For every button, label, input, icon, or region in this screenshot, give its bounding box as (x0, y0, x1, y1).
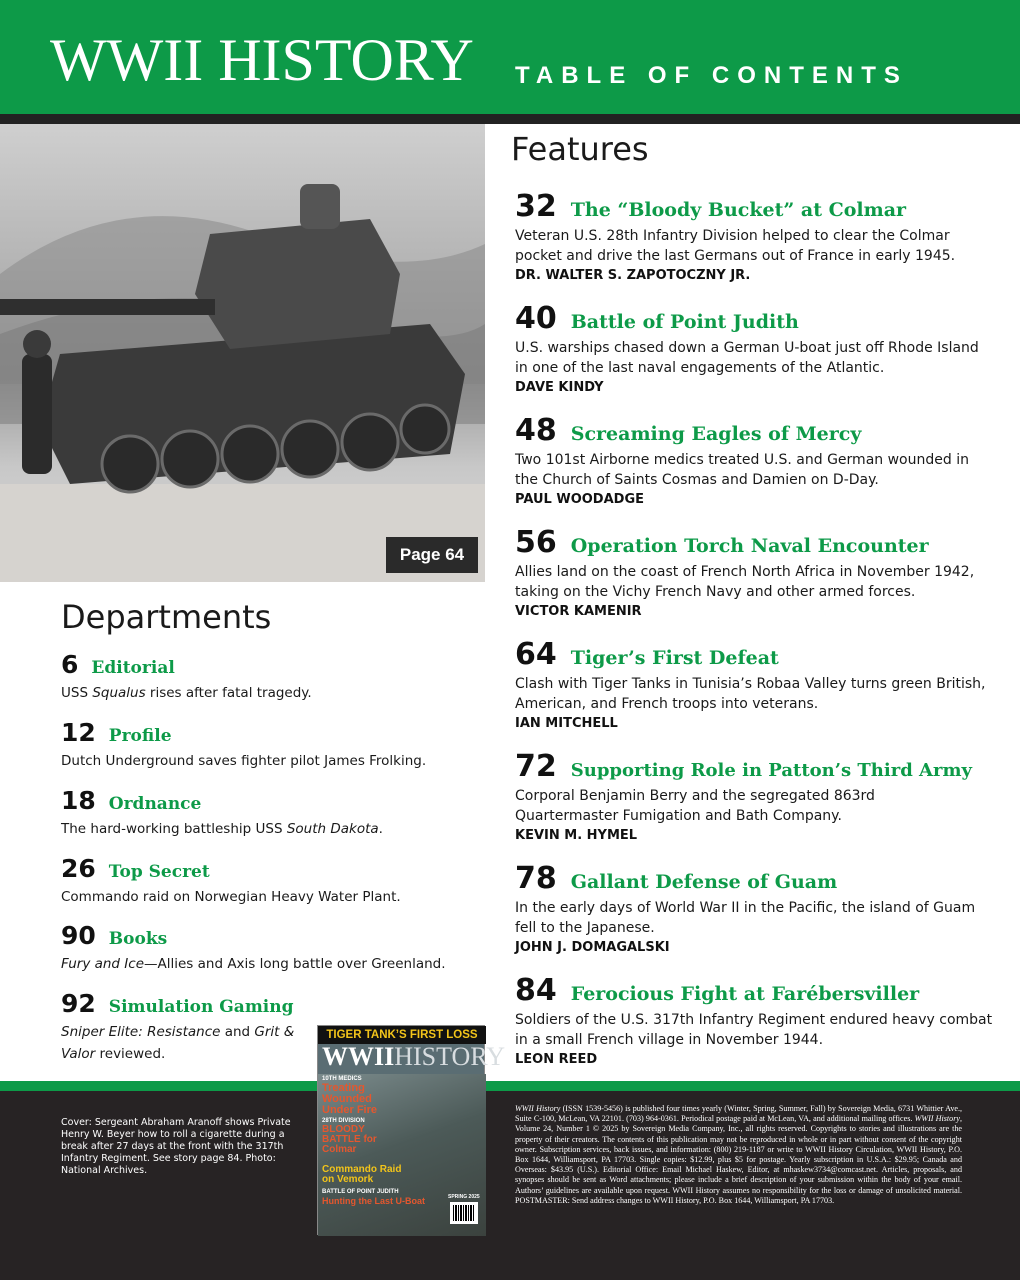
feature-author: LEON REED (515, 1052, 598, 1067)
departments-heading: Departments (61, 598, 272, 636)
feature-page-number: 56 (515, 525, 557, 560)
cover-logo: WWIIHISTORY (322, 1042, 506, 1071)
feature-description: U.S. warships chased down a German U-boat just off Rhode Island in one of the last naval engagements of the Atlantic. (515, 340, 979, 376)
department-title: Profile (108, 726, 172, 746)
publication-info: WWII History (ISSN 1539-5456) is published four times yearly (Winter, Spring, Summer, Fall) by Sovereign Media, 6731 Whittier Ave., Suite C-100, McLean, VA 22101. (703) 964-0361. Periodical postage paid at McLean, VA, and additional mailing offices. WWII History, Volume 24, Number 1 © 2025 by Sovereign Media Company, Inc., all rights reserved. Copyrights to stories and illustrations are the property of their creators. The contents of this publication may not be reproduced in whole or in part without consent of the copyright owner. Subscription services, back issues, and information: (800) 219-1187 or write to WWII History Circulation, WWII History, P.O. Box 1644, Williamsport, PA 17703. Single copies: $12.99, plus $5 for postage. Yearly subscription in U.S.A.: $29.95; Canada and Overseas: $43.95 (U.S.). Editorial Office: Email Michael Haskew, Editor, at mhaskew3734@comcast.net. Articles, proposals, and synopses should be sent as Word attachments; please include a brief description of your submission within the body of your email. Authors’ guidelines are available upon request. WWII History assumes no responsibility for the loss or damage of unsolicited material. POSTMASTER: Send address changes to WWII History, P.O. Box 1644, Williamsport, PA 17703. (515, 1104, 962, 1205)
feature-item[interactable] (515, 526, 995, 622)
department-description: Commando raid on Norwegian Heavy Water Plant. (61, 889, 401, 905)
feature-description: Clash with Tiger Tanks in Tunisia’s Robaa Valley turns green British, American, and French troops into veterans. (515, 676, 986, 712)
department-page-number: 6 (61, 650, 79, 679)
feature-author: JOHN J. DOMAGALSKI (515, 940, 670, 955)
magazine-title: WWII HISTORY (50, 27, 474, 93)
department-description: The hard-working battleship USS South Dakota. (61, 821, 383, 837)
feature-title: Operation Torch Naval Encounter (570, 535, 929, 557)
feature-author: PAUL WOODADGE (515, 492, 644, 507)
feature-description: Veteran U.S. 28th Infantry Division helped to clear the Colmar pocket and drive the last Germans out of France in early 1945. (515, 228, 956, 264)
feature-title: Tiger’s First Defeat (570, 647, 779, 669)
department-item[interactable] (61, 718, 476, 772)
department-item[interactable] (61, 921, 476, 975)
department-description: Dutch Underground saves fighter pilot James Frolking. (61, 753, 427, 769)
feature-page-number: 72 (515, 749, 557, 784)
masthead-banner (0, 0, 1020, 114)
feature-page-number: 64 (515, 637, 557, 672)
feature-title: The “Bloody Bucket” at Colmar (570, 199, 907, 221)
feature-page-number: 40 (515, 301, 557, 336)
feature-title: Gallant Defense of Guam (570, 871, 838, 893)
magazine-cover-thumbnail[interactable] (317, 1025, 506, 1235)
tiger-tank-photo (0, 124, 485, 582)
feature-item[interactable] (515, 862, 995, 958)
header-divider (0, 114, 1020, 124)
department-title: Top Secret (108, 862, 210, 882)
cover-headline: Treating Wounded Under Fire (322, 1082, 378, 1116)
department-title: Ordnance (108, 794, 202, 814)
feature-item[interactable] (515, 302, 995, 398)
feature-author: KEVIN M. HYMEL (515, 828, 638, 843)
feature-item[interactable] (515, 190, 995, 286)
features-heading: Features (511, 130, 649, 168)
barcode-icon (450, 1202, 478, 1224)
feature-author: DAVE KINDY (515, 380, 604, 395)
department-description: Fury and Ice—Allies and Axis long battle over Greenland. (61, 956, 446, 972)
feature-page-number: 78 (515, 861, 557, 896)
feature-author: DR. WALTER S. ZAPOTOCZNY JR. (515, 268, 751, 283)
cover-kicker: 28TH DIVISION (322, 1118, 365, 1124)
feature-title: Supporting Role in Patton’s Third Army (570, 760, 973, 781)
cover-kicker: 10TH MEDICS (322, 1076, 362, 1082)
feature-description: Corporal Benjamin Berry and the segregated 863rd Quartermaster Fumigation and Bath Company. (515, 788, 875, 824)
cover-banner: TIGER TANK’S FIRST LOSS (318, 1026, 486, 1044)
cover-issue: SPRING 2025 (448, 1194, 480, 1200)
photo-page-caption: Page 64 (386, 537, 478, 573)
department-item[interactable] (61, 650, 476, 704)
department-description: USS Squalus rises after fatal tragedy. (61, 685, 312, 701)
department-page-number: 18 (61, 786, 96, 815)
cover-kicker: BATTLE OF POINT JUDITH (322, 1189, 399, 1195)
table-of-contents-label: TABLE OF CONTENTS (515, 62, 908, 89)
tank-illustration (0, 124, 485, 582)
department-title: Simulation Gaming (108, 997, 294, 1017)
feature-title: Ferocious Fight at Farébersviller (570, 983, 920, 1005)
department-description: Sniper Elite: Resistance and Grit & Valor reviewed. (61, 1024, 295, 1062)
department-page-number: 90 (61, 921, 96, 950)
department-item[interactable] (61, 854, 476, 908)
feature-page-number: 84 (515, 973, 557, 1008)
cover-headline: Hunting the Last U-Boat (322, 1196, 425, 1206)
department-page-number: 26 (61, 854, 96, 883)
cover-headline: BLOODY BATTLE for Colmar (322, 1124, 377, 1155)
feature-author: IAN MITCHELL (515, 716, 618, 731)
feature-item[interactable] (515, 414, 995, 510)
feature-title: Battle of Point Judith (570, 311, 799, 333)
cover-caption: Cover: Sergeant Abraham Aranoff shows Private Henry W. Beyer how to roll a cigarette during a break after 27 days at the front with the 317th Infantry Regiment. See story page 84. Photo: National Archives. (61, 1117, 291, 1176)
department-title: Books (108, 929, 168, 949)
feature-item[interactable] (515, 638, 995, 734)
feature-description: In the early days of World War II in the Pacific, the island of Guam fell to the Japanese. (515, 900, 976, 936)
department-item[interactable] (61, 989, 306, 1065)
department-page-number: 12 (61, 718, 96, 747)
feature-description: Soldiers of the U.S. 317th Infantry Regiment endured heavy combat in a small French village in November 1944. (515, 1012, 993, 1048)
feature-page-number: 48 (515, 413, 557, 448)
feature-item[interactable] (515, 750, 975, 846)
cover-headline: Commando Raid on Vemork (322, 1164, 402, 1185)
feature-page-number: 32 (515, 189, 557, 224)
department-title: Editorial (91, 658, 175, 678)
department-item[interactable] (61, 786, 476, 840)
feature-description: Allies land on the coast of French North Africa in November 1942, taking on the Vichy French Navy and other armed forces. (515, 564, 975, 600)
feature-description: Two 101st Airborne medics treated U.S. and German wounded in the Church of Saints Cosmas and Damien on D-Day. (515, 452, 969, 488)
feature-author: VICTOR KAMENIR (515, 604, 642, 619)
feature-title: Screaming Eagles of Mercy (570, 423, 862, 445)
footer-green-stripe (0, 1081, 1020, 1091)
department-page-number: 92 (61, 989, 96, 1018)
feature-item[interactable] (515, 974, 995, 1070)
